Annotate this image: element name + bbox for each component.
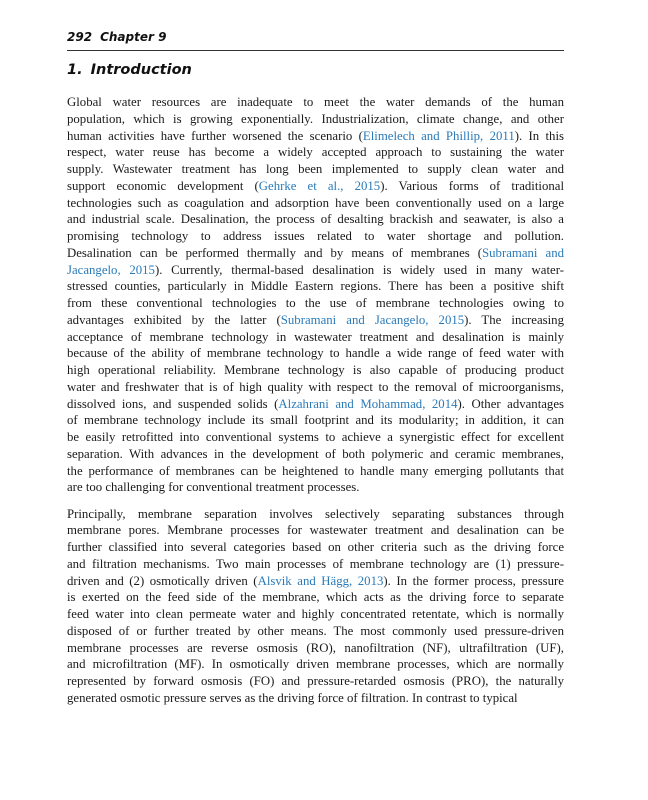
citation-link[interactable]: Elimelech and Phillip, 2011 (362, 128, 515, 143)
text-line (67, 228, 564, 245)
text-line (67, 329, 564, 346)
text-segment: water and freshwater that is of high quality with respect to the removal of microorganisms, (67, 379, 564, 394)
citation-link[interactable]: Jacangelo, 2015 (67, 262, 155, 277)
text-line (67, 245, 564, 262)
text-line (67, 640, 564, 657)
section-number: 1. (67, 62, 83, 78)
citation-link[interactable]: Gehrke et al., 2015 (258, 178, 381, 193)
page-number: 292 (67, 30, 93, 44)
section-title: Introduction (90, 62, 192, 78)
text-segment: of membrane technology include its small footprint and its modularity; in addition, it can (67, 413, 564, 428)
text-line (67, 522, 564, 539)
text-line (67, 161, 564, 178)
text-segment: Global water resources are inadequate to meet the water demands of the human (67, 95, 564, 109)
text-line (67, 556, 564, 573)
citation-link[interactable]: Alsvik and Hägg, 2013 (257, 573, 384, 588)
citation-link[interactable]: Subramani and (482, 245, 564, 260)
text-line (67, 111, 564, 128)
header-rule (67, 50, 564, 51)
text-line (67, 94, 564, 111)
text-line (67, 128, 564, 145)
text-segment: human activities have further worsened the scenario ( (67, 128, 363, 143)
text-segment: and microfiltration (MF). In osmotically driven membrane processes, which are normally (67, 657, 564, 672)
text-line (67, 656, 564, 673)
text-segment: high operational reliability. Membrane technology is also capable of producing product (67, 363, 564, 377)
text-segment: and industrial scale. Desalination, the process of desalting brackish and seawater, is also a (67, 212, 564, 227)
body-text (67, 94, 564, 716)
text-segment: stressed counties, particularly in Middle Eastern regions. There has been a positive shift (67, 279, 564, 294)
text-segment: from these conventional technologies to the use of membrane technologies owing to (67, 296, 564, 310)
text-segment: further classified into several categories based on other criteria such as the driving force (67, 540, 564, 554)
text-line (67, 278, 564, 295)
text-line (67, 379, 564, 396)
text-line (67, 144, 564, 161)
text-line (67, 606, 564, 623)
text-line (67, 506, 564, 523)
text-segment: dissolved ions, and suspended solids ( (67, 396, 279, 411)
text-segment: technologies such as coagulation and adsorption have been conventionally used on a large (67, 195, 564, 210)
text-segment: Desalination can be performed thermally and by means of membranes ( (67, 245, 483, 260)
section-heading (67, 62, 192, 78)
text-segment: population, which is growing exponentially. Industrialization, climate change, and other (67, 111, 564, 126)
text-segment: supply. Wastewater treatment has long been implemented to supply clean water and (67, 162, 564, 176)
text-line (67, 446, 564, 463)
text-segment: membrane processes are reverse osmosis (RO), nanofiltration (NF), ultrafiltration (UF), (67, 640, 564, 655)
text-line (67, 429, 564, 446)
text-segment: generated osmotic pressure serves as the driving force of filtration. In contrast to typical (67, 690, 518, 705)
chapter-label: Chapter 9 (100, 30, 167, 44)
running-header (67, 30, 166, 44)
paragraph (67, 94, 564, 496)
text-segment: driven and (2) osmotically driven ( (67, 573, 258, 588)
text-segment: represented by forward osmosis (FO) and pressure-retarded osmosis (PRO), the naturally (67, 674, 564, 688)
text-segment: be easily retrofitted into conventional systems to achieve a synergistic effect for excellent (67, 430, 564, 444)
text-line (67, 412, 564, 429)
text-line (67, 295, 564, 312)
text-segment: disposed of or further treated by other means. The most commonly used pressure-driven (67, 623, 564, 638)
text-segment: the performance of membranes can be heightened to handle many emerging pollutants that (67, 463, 564, 478)
text-line (67, 589, 564, 606)
citation-link[interactable]: Subramani and Jacangelo, 2015 (280, 312, 465, 327)
text-segment: are too challenging for conventional treatment processes. (67, 480, 360, 495)
text-segment: is exerted on the feed side of the membrane, which acts as the driving force to separate (67, 590, 564, 605)
text-segment: membrane pores. Membrane processes for wastewater treatment and desalination can be (67, 523, 564, 538)
text-line (67, 178, 564, 195)
text-segment: separation. With advances in the development of both polymeric and ceramic membranes, (67, 446, 564, 461)
text-segment: promising technology to address issues related to water shortage and pollution. (67, 229, 564, 243)
text-segment: ). The increasing (464, 312, 564, 327)
text-segment: respect, water reuse has become a widely accepted approach to sustaining the water (67, 145, 564, 160)
text-line (67, 673, 564, 690)
text-line (67, 362, 564, 379)
text-line (67, 262, 564, 279)
text-line (67, 573, 564, 590)
text-segment: advantages exhibited by the latter ( (67, 312, 281, 327)
paragraph (67, 506, 564, 707)
citation-link[interactable]: Alzahrani and Mohammad, 2014 (278, 396, 458, 411)
text-line (67, 539, 564, 556)
text-segment: acceptance of membrane technology in wastewater treatment and desalination is mainly (67, 329, 564, 344)
text-segment: because of the ability of membrane technology to handle a wide range of feed water with (67, 346, 564, 361)
text-segment: ). In this (514, 128, 564, 143)
text-line (67, 396, 564, 413)
text-line (67, 312, 564, 329)
text-segment: and filtration mechanisms. Two main processes of membrane technology are (1) pressure- (67, 556, 564, 571)
text-line (67, 195, 564, 212)
text-line (67, 463, 564, 480)
text-line (67, 211, 564, 228)
text-segment: ). Currently, thermal-based desalination is widely used in many water- (154, 262, 564, 277)
text-line (67, 479, 564, 496)
text-segment: ). Other advantages (457, 396, 564, 411)
text-segment: Principally, membrane separation involves selectively separating substances through (67, 506, 564, 521)
text-line (67, 345, 564, 362)
text-segment: feed water into clean permeate water and highly concentrated retentate, which is normally (67, 607, 564, 621)
text-line (67, 690, 564, 707)
text-segment: ). In the former process, pressure (383, 573, 564, 588)
text-segment: support economic development ( (67, 178, 259, 193)
text-line (67, 623, 564, 640)
text-segment: ). Various forms of traditional (380, 178, 564, 193)
